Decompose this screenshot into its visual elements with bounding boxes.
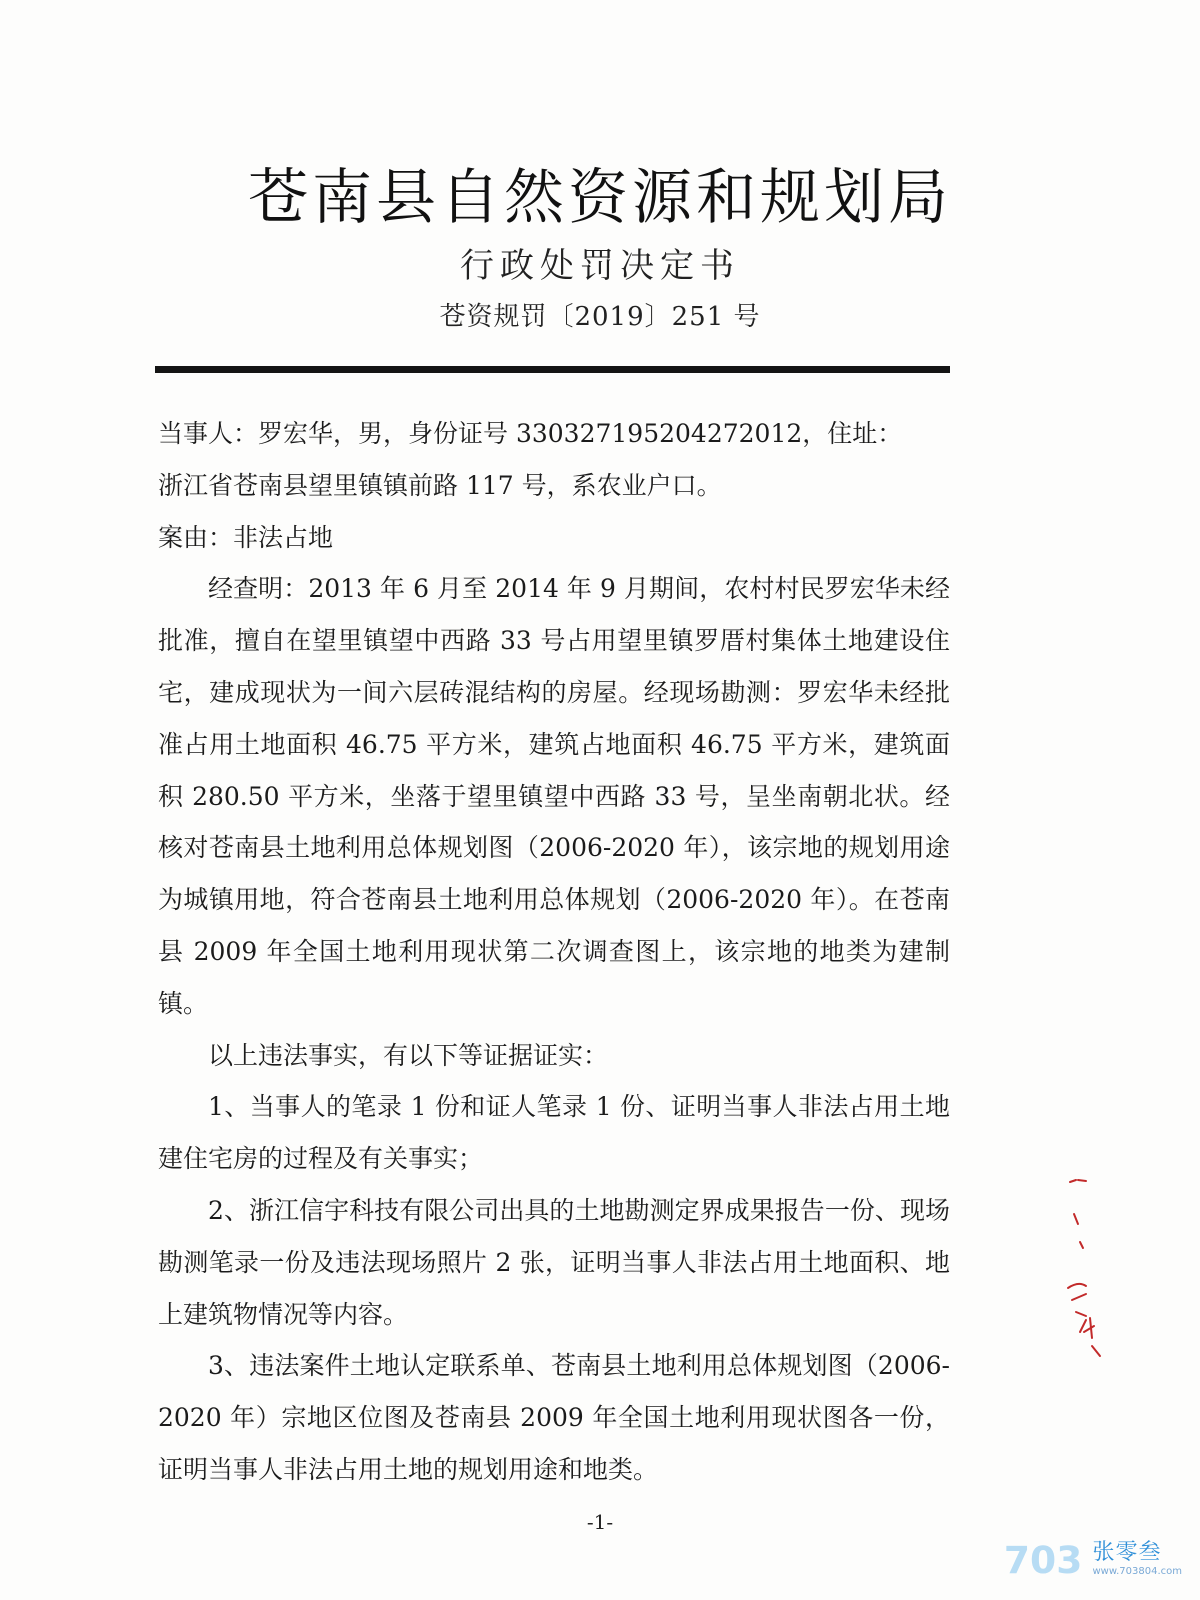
seam-stamp-mark xyxy=(1056,1170,1116,1380)
evidence-item-2: 2、浙江信宇科技有限公司出具的土地勘测定界成果报告一份、现场勘测笔录一份及违法现场照片 2 张，证明当事人非法占用土地面积、地上建筑物情况等内容。 xyxy=(158,1195,950,1329)
svg-text:703: 703 xyxy=(1003,1538,1083,1582)
evidence-intro: 以上违法事实，有以下等证据证实： xyxy=(208,1040,609,1070)
party-line-1: 当事人：罗宏华，男，身份证号 330327195204272012，住址： xyxy=(158,419,903,448)
document-number: 苍资规罚〔2019〕251 号 xyxy=(439,302,761,332)
watermark-name: 张零叁 xyxy=(1092,1540,1162,1566)
evidence-item-3: 3、违法案件土地认定联系单、苍南县土地利用总体规划图（2006-2020 年）宗地区位图及苍南县 2009 年全国土地利用现状图各一份，证明当事人非法占用土地的规划用途和地类。 xyxy=(158,1351,950,1484)
document-type: 行政处罚决定书 xyxy=(460,246,740,286)
page-number: -1- xyxy=(586,1510,614,1534)
findings-paragraph: 经查明：2013 年 6 月至 2014 年 9 月期间，农村村民罗宏华未经批准，擅自在望里镇望中西路 33 号占用望里镇罗厝村集体土地建设住宅，建成现状为一间六层砖混结构的房屋。经现场勘测：罗宏华未经批准占用土地面积 46.75 平方米，建筑占地面积 46.75 平方米，建筑面积 280.50 平方米，坐落于望里镇望中西路 33 号，呈坐南朝北状。经核对苍南县土地利用总体规划图（2006-2020 年），该宗地的规划用途为城镇用地，符合苍南县土地利用总体规划（2006-2020 年）。在苍南县 2009 年全国土地利用现状第二次调查图上，该宗地的地类为建制镇。 xyxy=(158,574,950,1018)
document-body xyxy=(158,408,950,1496)
site-watermark xyxy=(1002,1532,1182,1586)
watermark-logo-icon xyxy=(1002,1536,1088,1582)
header-divider xyxy=(155,366,950,373)
case-reason: 案由：非法占地 xyxy=(158,522,334,552)
evidence-item-1: 1、当事人的笔录 1 份和证人笔录 1 份、证明当事人非法占用土地建住宅房的过程及有关事实； xyxy=(158,1092,950,1174)
watermark-url: www.703804.com xyxy=(1092,1565,1182,1577)
organization-title: 苍南县自然资源和规划局 xyxy=(248,163,952,233)
party-line-2: 浙江省苍南县望里镇镇前路 117 号，系农业户口。 xyxy=(158,470,722,500)
